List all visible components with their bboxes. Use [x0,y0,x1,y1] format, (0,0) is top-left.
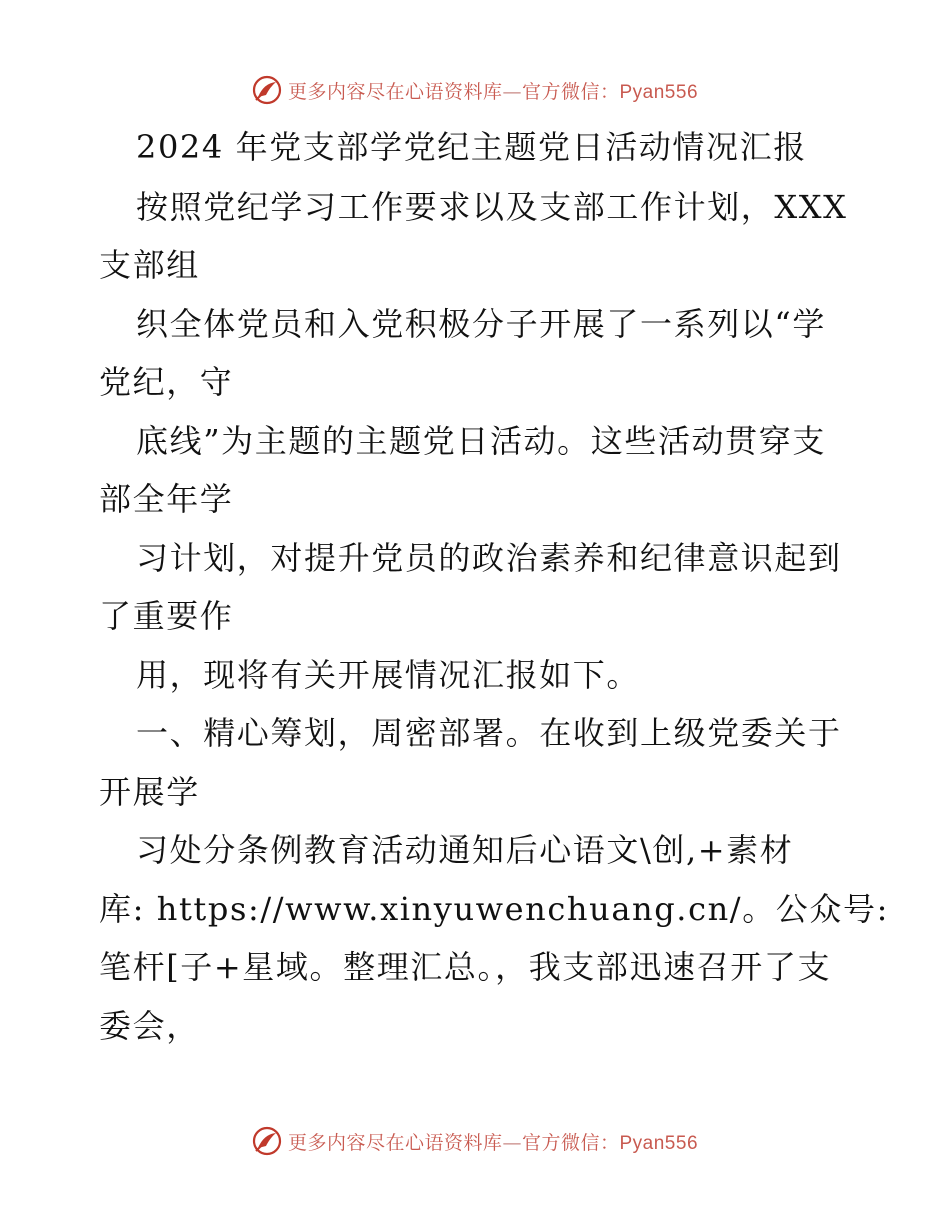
paragraph-line: 开展学 [99,773,200,811]
header-watermark [0,73,950,107]
watermark-text: 更多内容尽在心语资料库—官方微信：Pyan556 [287,1131,699,1154]
paragraph-line: 笔杆[子+星域。整理汇总。，我支部迅速召开了支 [99,948,832,986]
paragraph-line: 一、精心筹划，周密部署。在收到上级党委关于 [136,714,842,752]
pen-logo-icon [252,75,282,105]
paragraph-line: 了重要作 [99,597,234,635]
paragraph-line: 支部组 [99,246,200,284]
paragraph-line: 习计划，对提升党员的政治素养和纪律意识起到 [136,539,842,577]
paragraph-line: 按照党纪学习工作要求以及支部工作计划，XXX [136,188,848,226]
document-title: 2024 年党支部学党纪主题党日活动情况汇报 [136,128,807,166]
paragraph-line: 织全体党员和入党积极分子开展了一系列以“学 [136,305,826,343]
paragraph-line: 用，现将有关开展情况汇报如下。 [136,656,641,694]
paragraph-line: 库: https://www.xinyuwenchuang.cn/。公众号: [99,890,889,928]
paragraph-line: 底线”为主题的主题党日活动。这些活动贯穿支 [136,422,826,460]
watermark-text: 更多内容尽在心语资料库—官方微信：Pyan556 [287,80,699,103]
paragraph-line: 党纪，守 [99,363,234,401]
pen-logo-icon [252,1126,282,1156]
paragraph-line: 委会， [99,1007,200,1045]
paragraph-line: 部全年学 [99,480,234,518]
paragraph-line: 习处分条例教育活动通知后心语文\创,+素材 [136,831,794,869]
footer-watermark [0,1124,950,1158]
